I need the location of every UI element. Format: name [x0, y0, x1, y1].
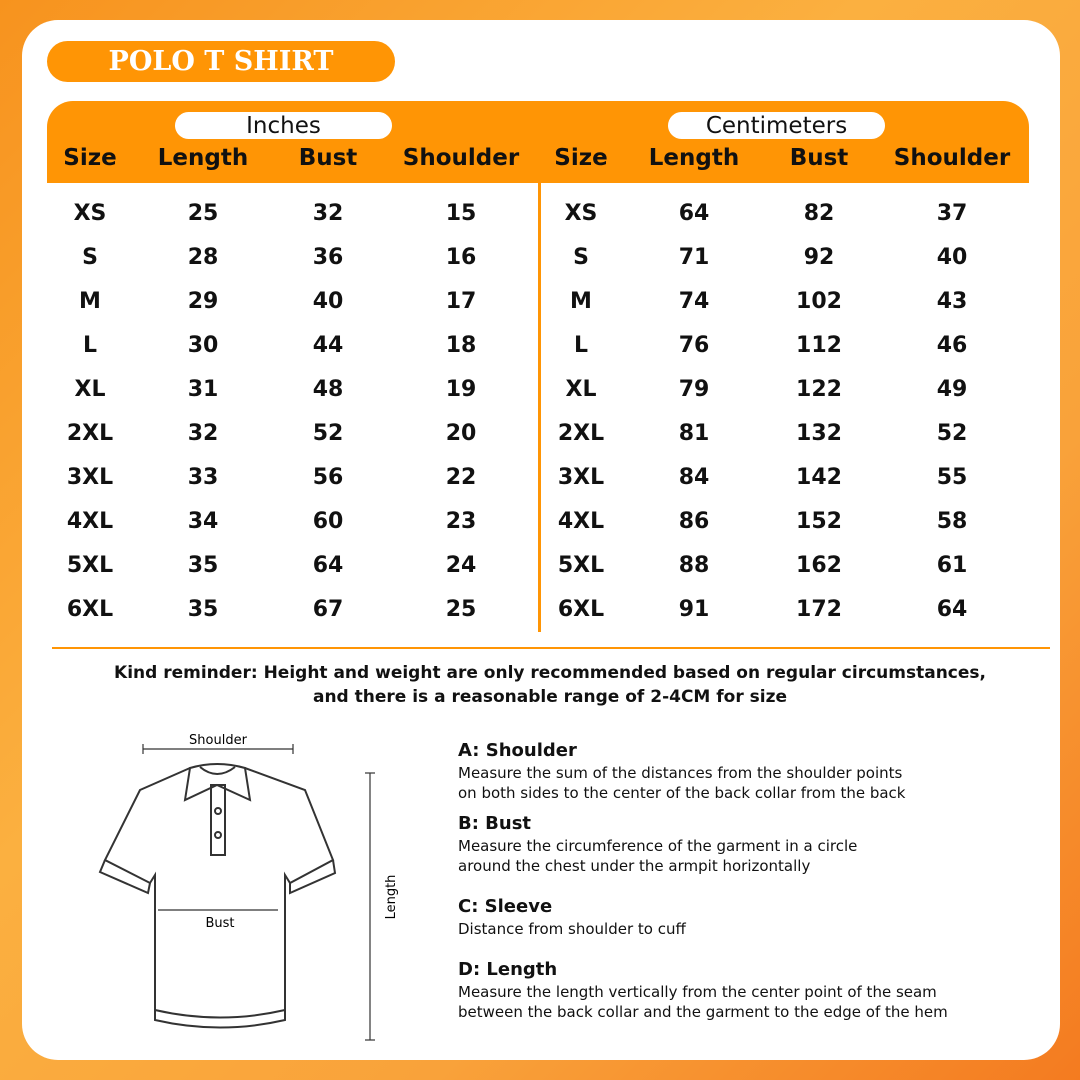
cm-cell: 55 — [936, 465, 968, 490]
inches-cell: 19 — [445, 377, 477, 402]
inches-cell: XL — [74, 377, 106, 402]
cm-cell: 122 — [796, 377, 842, 402]
inches-header-size: Size — [63, 145, 117, 171]
cm-cell: 82 — [803, 201, 835, 226]
page-title: POLO T SHIRT — [47, 41, 395, 82]
cm-cell: 162 — [796, 553, 842, 578]
inches-cell: 24 — [445, 553, 477, 578]
inches-cell: 16 — [445, 245, 477, 270]
length-label: Length — [384, 874, 399, 920]
cm-cell: 64 — [936, 597, 968, 622]
inches-cell: 64 — [312, 553, 344, 578]
cm-cell: M — [570, 289, 592, 314]
measure-description: Measure the circumference of the garment in a circle — [458, 837, 858, 855]
inches-cell: 18 — [445, 333, 477, 358]
inches-cell: 5XL — [66, 553, 114, 578]
cm-cell: 74 — [678, 289, 710, 314]
cm-cell: 91 — [678, 597, 710, 622]
inches-cell: 35 — [187, 553, 219, 578]
cm-cell: 86 — [678, 509, 710, 534]
cm-cell: 142 — [796, 465, 842, 490]
measure-description: Measure the sum of the distances from the shoulder points — [458, 764, 903, 782]
inches-cell: 30 — [187, 333, 219, 358]
cm-cell: 79 — [678, 377, 710, 402]
inches-cell: 35 — [187, 597, 219, 622]
cm-cell: 112 — [796, 333, 842, 358]
measure-title: C: Sleeve — [458, 896, 553, 917]
cm-cell: 2XL — [557, 421, 605, 446]
reminder-line-1: Kind reminder: Height and weight are only recommended based on regular circumstances, — [114, 663, 986, 683]
inches-cell: 40 — [312, 289, 344, 314]
inches-cell: L — [82, 333, 98, 358]
inches-header-length: Length — [157, 145, 249, 171]
cm-cell: 88 — [678, 553, 710, 578]
shoulder-label: Shoulder — [189, 733, 247, 748]
cm-cell: S — [573, 245, 589, 270]
inches-cell: S — [82, 245, 98, 270]
inches-header-shoulder: Shoulder — [402, 145, 520, 171]
cm-cell: 102 — [796, 289, 842, 314]
inches-cell: 17 — [445, 289, 477, 314]
inches-cell: 36 — [312, 245, 344, 270]
cm-cell: 61 — [936, 553, 968, 578]
cm-header-shoulder: Shoulder — [893, 145, 1011, 171]
bust-label: Bust — [205, 916, 235, 931]
measure-title: D: Length — [458, 959, 558, 980]
inches-header-bust: Bust — [298, 145, 358, 171]
measure-description: Measure the length vertically from the center point of the seam — [458, 983, 937, 1001]
inches-cell: 67 — [312, 597, 344, 622]
cm-cell: 152 — [796, 509, 842, 534]
inches-cell: 31 — [187, 377, 219, 402]
cm-cell: 37 — [936, 201, 968, 226]
inches-cell: 52 — [312, 421, 344, 446]
inches-cell: 20 — [445, 421, 477, 446]
cm-header-size: Size — [554, 145, 608, 171]
inches-cell: 6XL — [66, 597, 114, 622]
cm-cell: 76 — [678, 333, 710, 358]
polo-shirt-diagram — [95, 725, 415, 1045]
measure-description: around the chest under the armpit horizontally — [458, 857, 811, 875]
cm-cell: 46 — [936, 333, 968, 358]
inches-cell: 4XL — [66, 509, 114, 534]
cm-header-bust: Bust — [789, 145, 849, 171]
inches-cell: 60 — [312, 509, 344, 534]
inches-cell: 34 — [187, 509, 219, 534]
inches-cell: 29 — [187, 289, 219, 314]
cm-cell: 81 — [678, 421, 710, 446]
measure-description: between the back collar and the garment to the edge of the hem — [458, 1003, 948, 1021]
cm-cell: 132 — [796, 421, 842, 446]
cm-cell: 52 — [936, 421, 968, 446]
cm-cell: 64 — [678, 201, 710, 226]
reminder-line-2: and there is a reasonable range of 2-4CM for size — [312, 687, 788, 707]
inches-cell: 25 — [187, 201, 219, 226]
cm-cell: 49 — [936, 377, 968, 402]
cm-cell: L — [573, 333, 589, 358]
cm-cell: 92 — [803, 245, 835, 270]
centimeters-label: Centimeters — [668, 112, 885, 139]
inches-cell: XS — [73, 201, 107, 226]
cm-cell: XS — [564, 201, 598, 226]
cm-cell: 58 — [936, 509, 968, 534]
cm-cell: 5XL — [557, 553, 605, 578]
inches-cell: M — [79, 289, 101, 314]
inches-cell: 44 — [312, 333, 344, 358]
inches-cell: 33 — [187, 465, 219, 490]
inches-cell: 32 — [187, 421, 219, 446]
cm-cell: XL — [565, 377, 597, 402]
inches-cell: 3XL — [66, 465, 114, 490]
inches-cell: 48 — [312, 377, 344, 402]
inches-cell: 2XL — [66, 421, 114, 446]
inches-cell: 56 — [312, 465, 344, 490]
inches-cell: 15 — [445, 201, 477, 226]
measure-description: on both sides to the center of the back collar from the back — [458, 784, 906, 802]
inches-cell: 25 — [445, 597, 477, 622]
cm-header-length: Length — [648, 145, 740, 171]
table-divider — [538, 183, 541, 632]
cm-cell: 172 — [796, 597, 842, 622]
section-divider — [52, 647, 1050, 649]
cm-cell: 71 — [678, 245, 710, 270]
inches-label: Inches — [175, 112, 392, 139]
measure-title: B: Bust — [458, 813, 532, 834]
measure-title: A: Shoulder — [458, 740, 577, 761]
cm-cell: 43 — [936, 289, 968, 314]
cm-cell: 84 — [678, 465, 710, 490]
inches-cell: 28 — [187, 245, 219, 270]
inches-cell: 32 — [312, 201, 344, 226]
measure-description: Distance from shoulder to cuff — [458, 920, 686, 938]
cm-cell: 3XL — [557, 465, 605, 490]
cm-cell: 4XL — [557, 509, 605, 534]
cm-cell: 40 — [936, 245, 968, 270]
inches-cell: 23 — [445, 509, 477, 534]
inches-cell: 22 — [445, 465, 477, 490]
cm-cell: 6XL — [557, 597, 605, 622]
